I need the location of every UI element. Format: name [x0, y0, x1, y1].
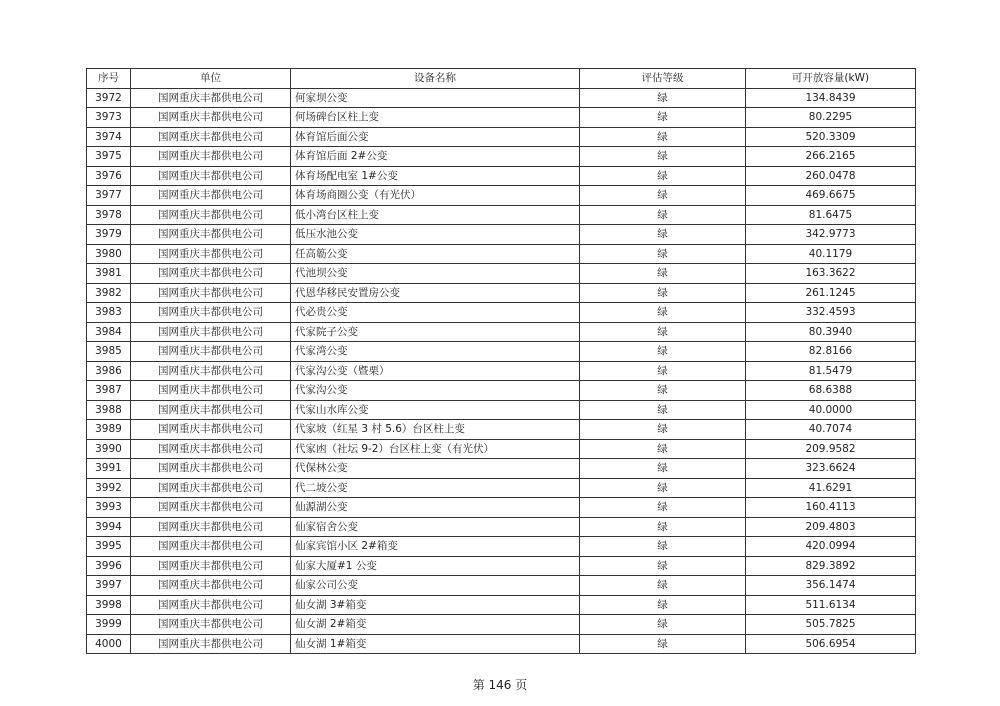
table-header-row [87, 69, 916, 89]
cell-capacity: 520.3309 [746, 127, 916, 147]
cell-seq: 3973 [87, 108, 131, 128]
table-row [87, 517, 916, 537]
table-row [87, 322, 916, 342]
cell-device-name: 何家坝公变 [291, 88, 580, 108]
cell-capacity: 342.9773 [746, 225, 916, 245]
cell-device-name: 仙女湖 3#箱变 [291, 595, 580, 615]
table-row [87, 595, 916, 615]
table-row [87, 186, 916, 206]
table-row [87, 147, 916, 167]
cell-device-name: 代家凼（社坛 9-2）台区柱上变（有光伏） [291, 439, 580, 459]
cell-device-name: 仙家公司公变 [291, 576, 580, 596]
cell-unit: 国网重庆丰都供电公司 [131, 322, 291, 342]
cell-grade: 绿 [580, 381, 746, 401]
cell-seq: 3972 [87, 88, 131, 108]
capacity-table [86, 68, 916, 654]
cell-seq: 3976 [87, 166, 131, 186]
cell-capacity: 469.6675 [746, 186, 916, 206]
table-row [87, 88, 916, 108]
cell-seq: 3984 [87, 322, 131, 342]
cell-unit: 国网重庆丰都供电公司 [131, 283, 291, 303]
cell-seq: 3977 [87, 186, 131, 206]
table-row [87, 478, 916, 498]
cell-capacity: 41.6291 [746, 478, 916, 498]
cell-device-name: 代二坡公变 [291, 478, 580, 498]
cell-device-name: 低压水池公变 [291, 225, 580, 245]
cell-device-name: 代家湾公变 [291, 342, 580, 362]
cell-grade: 绿 [580, 400, 746, 420]
table-body [87, 88, 916, 654]
cell-device-name: 代家院子公变 [291, 322, 580, 342]
cell-device-name: 体育馆后面 2#公变 [291, 147, 580, 167]
cell-capacity: 505.7825 [746, 615, 916, 635]
cell-grade: 绿 [580, 283, 746, 303]
cell-seq: 3994 [87, 517, 131, 537]
cell-unit: 国网重庆丰都供电公司 [131, 459, 291, 479]
table-row [87, 303, 916, 323]
cell-unit: 国网重庆丰都供电公司 [131, 108, 291, 128]
cell-unit: 国网重庆丰都供电公司 [131, 342, 291, 362]
cell-grade: 绿 [580, 361, 746, 381]
cell-unit: 国网重庆丰都供电公司 [131, 498, 291, 518]
cell-seq: 3974 [87, 127, 131, 147]
cell-grade: 绿 [580, 127, 746, 147]
cell-grade: 绿 [580, 225, 746, 245]
cell-unit: 国网重庆丰都供电公司 [131, 595, 291, 615]
cell-capacity: 332.4593 [746, 303, 916, 323]
cell-unit: 国网重庆丰都供电公司 [131, 186, 291, 206]
cell-grade: 绿 [580, 322, 746, 342]
cell-unit: 国网重庆丰都供电公司 [131, 166, 291, 186]
cell-device-name: 仙源湖公变 [291, 498, 580, 518]
cell-capacity: 160.4113 [746, 498, 916, 518]
cell-seq: 3986 [87, 361, 131, 381]
cell-unit: 国网重庆丰都供电公司 [131, 264, 291, 284]
cell-device-name: 仙家宾馆小区 2#箱变 [291, 537, 580, 557]
table-row [87, 264, 916, 284]
cell-device-name: 代家山水库公变 [291, 400, 580, 420]
page-number: 第 146 页 [472, 678, 528, 692]
cell-unit: 国网重庆丰都供电公司 [131, 127, 291, 147]
cell-device-name: 代保林公变 [291, 459, 580, 479]
table-row [87, 283, 916, 303]
cell-capacity: 68.6388 [746, 381, 916, 401]
cell-grade: 绿 [580, 459, 746, 479]
table-row [87, 634, 916, 654]
cell-seq: 3995 [87, 537, 131, 557]
header-grade: 评估等级 [580, 69, 746, 89]
cell-grade: 绿 [580, 634, 746, 654]
cell-capacity: 163.3622 [746, 264, 916, 284]
cell-capacity: 209.9582 [746, 439, 916, 459]
cell-seq: 3997 [87, 576, 131, 596]
cell-grade: 绿 [580, 88, 746, 108]
cell-seq: 3987 [87, 381, 131, 401]
cell-capacity: 260.0478 [746, 166, 916, 186]
cell-seq: 3990 [87, 439, 131, 459]
cell-unit: 国网重庆丰都供电公司 [131, 478, 291, 498]
cell-grade: 绿 [580, 537, 746, 557]
cell-seq: 3993 [87, 498, 131, 518]
table-row [87, 420, 916, 440]
table-row [87, 576, 916, 596]
cell-seq: 3975 [87, 147, 131, 167]
cell-seq: 3992 [87, 478, 131, 498]
table-row [87, 244, 916, 264]
cell-grade: 绿 [580, 576, 746, 596]
cell-seq: 3978 [87, 205, 131, 225]
table-row [87, 361, 916, 381]
table-row [87, 166, 916, 186]
cell-seq: 3996 [87, 556, 131, 576]
table-row [87, 108, 916, 128]
cell-unit: 国网重庆丰都供电公司 [131, 576, 291, 596]
cell-capacity: 40.7074 [746, 420, 916, 440]
cell-grade: 绿 [580, 303, 746, 323]
table-row [87, 498, 916, 518]
cell-capacity: 511.6134 [746, 595, 916, 615]
cell-unit: 国网重庆丰都供电公司 [131, 556, 291, 576]
cell-seq: 3999 [87, 615, 131, 635]
cell-capacity: 82.8166 [746, 342, 916, 362]
cell-unit: 国网重庆丰都供电公司 [131, 439, 291, 459]
cell-grade: 绿 [580, 264, 746, 284]
cell-capacity: 80.3940 [746, 322, 916, 342]
cell-grade: 绿 [580, 595, 746, 615]
cell-grade: 绿 [580, 205, 746, 225]
cell-device-name: 体育馆后面公变 [291, 127, 580, 147]
table-row [87, 381, 916, 401]
cell-grade: 绿 [580, 147, 746, 167]
cell-device-name: 任高簕公变 [291, 244, 580, 264]
cell-unit: 国网重庆丰都供电公司 [131, 517, 291, 537]
table-row [87, 342, 916, 362]
cell-capacity: 134.8439 [746, 88, 916, 108]
cell-device-name: 仙家大厦#1 公变 [291, 556, 580, 576]
header-seq: 序号 [87, 69, 131, 89]
cell-seq: 3983 [87, 303, 131, 323]
cell-seq: 3985 [87, 342, 131, 362]
cell-unit: 国网重庆丰都供电公司 [131, 205, 291, 225]
cell-capacity: 81.6475 [746, 205, 916, 225]
cell-device-name: 低小湾台区柱上变 [291, 205, 580, 225]
cell-capacity: 261.1245 [746, 283, 916, 303]
cell-unit: 国网重庆丰都供电公司 [131, 244, 291, 264]
cell-seq: 3981 [87, 264, 131, 284]
cell-unit: 国网重庆丰都供电公司 [131, 147, 291, 167]
cell-device-name: 代家沟公变 [291, 381, 580, 401]
cell-capacity: 81.5479 [746, 361, 916, 381]
cell-unit: 国网重庆丰都供电公司 [131, 225, 291, 245]
cell-seq: 3998 [87, 595, 131, 615]
cell-unit: 国网重庆丰都供电公司 [131, 381, 291, 401]
cell-grade: 绿 [580, 342, 746, 362]
cell-capacity: 209.4803 [746, 517, 916, 537]
cell-capacity: 506.6954 [746, 634, 916, 654]
cell-device-name: 代池坝公变 [291, 264, 580, 284]
cell-unit: 国网重庆丰都供电公司 [131, 361, 291, 381]
cell-capacity: 80.2295 [746, 108, 916, 128]
cell-device-name: 代必贵公变 [291, 303, 580, 323]
table-row [87, 615, 916, 635]
cell-unit: 国网重庆丰都供电公司 [131, 420, 291, 440]
cell-capacity: 323.6624 [746, 459, 916, 479]
cell-unit: 国网重庆丰都供电公司 [131, 634, 291, 654]
cell-capacity: 829.3892 [746, 556, 916, 576]
table-row [87, 459, 916, 479]
cell-device-name: 体育场配电室 1#公变 [291, 166, 580, 186]
cell-capacity: 356.1474 [746, 576, 916, 596]
cell-seq: 3991 [87, 459, 131, 479]
cell-grade: 绿 [580, 478, 746, 498]
cell-capacity: 420.0994 [746, 537, 916, 557]
cell-seq: 3989 [87, 420, 131, 440]
header-unit: 单位 [131, 69, 291, 89]
cell-unit: 国网重庆丰都供电公司 [131, 303, 291, 323]
cell-grade: 绿 [580, 108, 746, 128]
cell-seq: 4000 [87, 634, 131, 654]
cell-grade: 绿 [580, 439, 746, 459]
cell-unit: 国网重庆丰都供电公司 [131, 88, 291, 108]
cell-device-name: 体育场商圈公变（有光伏） [291, 186, 580, 206]
cell-grade: 绿 [580, 556, 746, 576]
cell-seq: 3980 [87, 244, 131, 264]
table-row [87, 537, 916, 557]
table-row [87, 225, 916, 245]
cell-seq: 3988 [87, 400, 131, 420]
cell-capacity: 40.1179 [746, 244, 916, 264]
cell-device-name: 仙家宿舍公变 [291, 517, 580, 537]
cell-grade: 绿 [580, 420, 746, 440]
cell-capacity: 40.0000 [746, 400, 916, 420]
cell-grade: 绿 [580, 517, 746, 537]
table-row [87, 400, 916, 420]
cell-unit: 国网重庆丰都供电公司 [131, 537, 291, 557]
cell-device-name: 仙女湖 1#箱变 [291, 634, 580, 654]
header-capacity: 可开放容量(kW) [746, 69, 916, 89]
cell-device-name: 仙女湖 2#箱变 [291, 615, 580, 635]
cell-unit: 国网重庆丰都供电公司 [131, 400, 291, 420]
cell-capacity: 266.2165 [746, 147, 916, 167]
cell-grade: 绿 [580, 244, 746, 264]
cell-unit: 国网重庆丰都供电公司 [131, 615, 291, 635]
cell-grade: 绿 [580, 615, 746, 635]
cell-seq: 3979 [87, 225, 131, 245]
table-row [87, 127, 916, 147]
cell-device-name: 何场碑台区柱上变 [291, 108, 580, 128]
table-row [87, 439, 916, 459]
cell-device-name: 代恩华移民安置房公变 [291, 283, 580, 303]
cell-seq: 3982 [87, 283, 131, 303]
table-row [87, 556, 916, 576]
cell-grade: 绿 [580, 166, 746, 186]
cell-grade: 绿 [580, 498, 746, 518]
table-row [87, 205, 916, 225]
cell-device-name: 代家沟公变（暨栗） [291, 361, 580, 381]
cell-device-name: 代家坡（红星 3 村 5.6）台区柱上变 [291, 420, 580, 440]
cell-grade: 绿 [580, 186, 746, 206]
header-device-name: 设备名称 [291, 69, 580, 89]
